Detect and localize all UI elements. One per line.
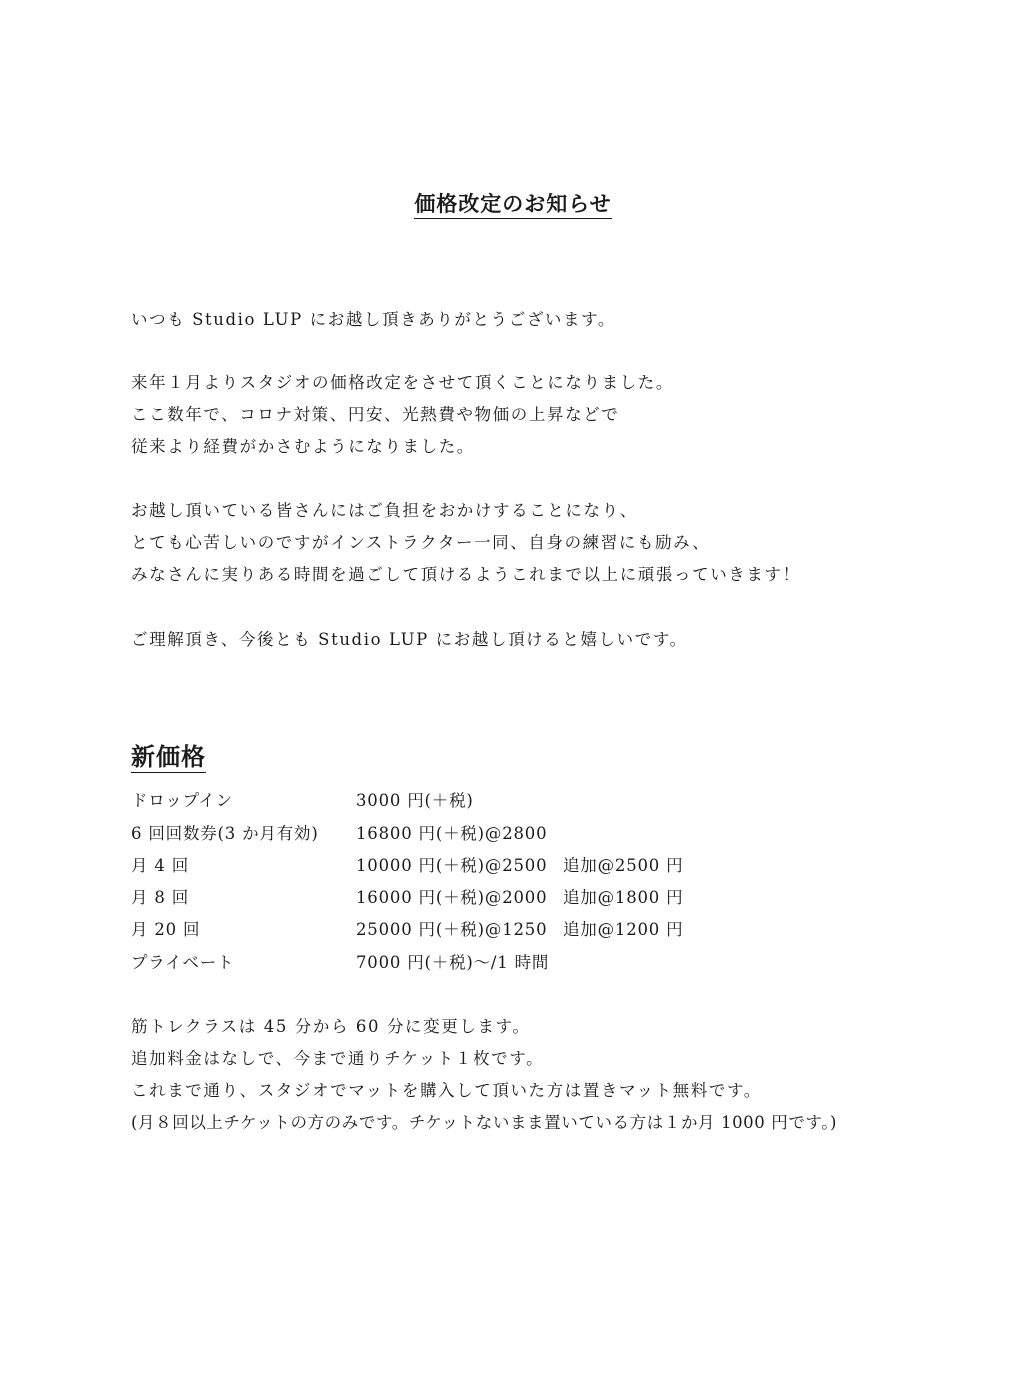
price-row-plan: ドロップイン bbox=[131, 791, 233, 810]
price-row-monthly-4 bbox=[131, 854, 831, 878]
paragraph-3-line-3: みなさんに実りある時間を過ごして頂けるようこれまで以上に頑張っていきます！ bbox=[131, 565, 801, 584]
price-row-extra: 追加@1800 円 bbox=[563, 888, 684, 907]
price-row-price: 10000 円(＋税)@2500 bbox=[356, 856, 548, 875]
price-row-plan: 月 20 回 bbox=[131, 920, 201, 939]
price-row-monthly-20 bbox=[131, 918, 831, 942]
price-row-plan: 月 4 回 bbox=[131, 856, 189, 875]
price-row-price: 16800 円(＋税)@2800 bbox=[356, 824, 548, 843]
note-line-3: これまで通り、スタジオでマットを購入して頂いた方は置きマット無料です。 bbox=[131, 1081, 762, 1100]
note-line-1: 筋トレクラスは 45 分から 60 分に変更します。 bbox=[131, 1017, 531, 1036]
price-row-drop-in bbox=[131, 789, 831, 813]
price-row-extra: 追加@1200 円 bbox=[563, 920, 684, 939]
price-row-extra: 追加@2500 円 bbox=[563, 856, 684, 875]
paragraph-2-line-3: 従来より経費がかさむようになりました。 bbox=[131, 437, 475, 456]
paragraph-2-line-1: 来年１月よりスタジオの価格改定をさせて頂くことになりました。 bbox=[131, 373, 674, 392]
price-row-price: 3000 円(＋税) bbox=[356, 791, 474, 810]
closing-line: ご理解頂き、今後とも Studio LUP にお越し頂けると嬉しいです。 bbox=[131, 630, 688, 649]
paragraph-2-line-2: ここ数年で、コロナ対策、円安、光熱費や物価の上昇などで bbox=[131, 405, 620, 424]
price-row-price: 25000 円(＋税)@1250 bbox=[356, 920, 548, 939]
greeting-line: いつも Studio LUP にお越し頂きありがとうございます。 bbox=[131, 310, 617, 329]
price-row-monthly-8 bbox=[131, 886, 831, 910]
paragraph-3-line-2: とても心苦しいのですがインストラクター一同、自身の練習にも励み、 bbox=[131, 533, 711, 552]
price-row-plan: 6 回回数券(3 か月有効) bbox=[131, 824, 319, 843]
note-line-2: 追加料金はなしで、今まで通りチケット１枚です。 bbox=[131, 1049, 545, 1068]
notice-title bbox=[0, 188, 1026, 218]
paragraph-3-line-1: お越し頂いている皆さんにはご負担をおかけすることになり、 bbox=[131, 501, 638, 520]
new-price-heading-text: 新価格 bbox=[131, 742, 206, 771]
new-price-heading bbox=[131, 737, 206, 772]
price-row-price: 7000 円(＋税)～/1 時間 bbox=[356, 953, 550, 972]
note-line-4: (月８回以上チケットの方のみです。チケットないまま置いている方は１か月 1000 円です。) bbox=[131, 1113, 838, 1132]
price-row-plan: プライベート bbox=[131, 953, 235, 972]
price-row-plan: 月 8 回 bbox=[131, 888, 189, 907]
price-row-6-ticket bbox=[131, 822, 831, 846]
price-row-private bbox=[131, 951, 831, 975]
notice-title-text: 価格改定のお知らせ bbox=[414, 191, 611, 219]
price-row-price: 16000 円(＋税)@2000 bbox=[356, 888, 548, 907]
